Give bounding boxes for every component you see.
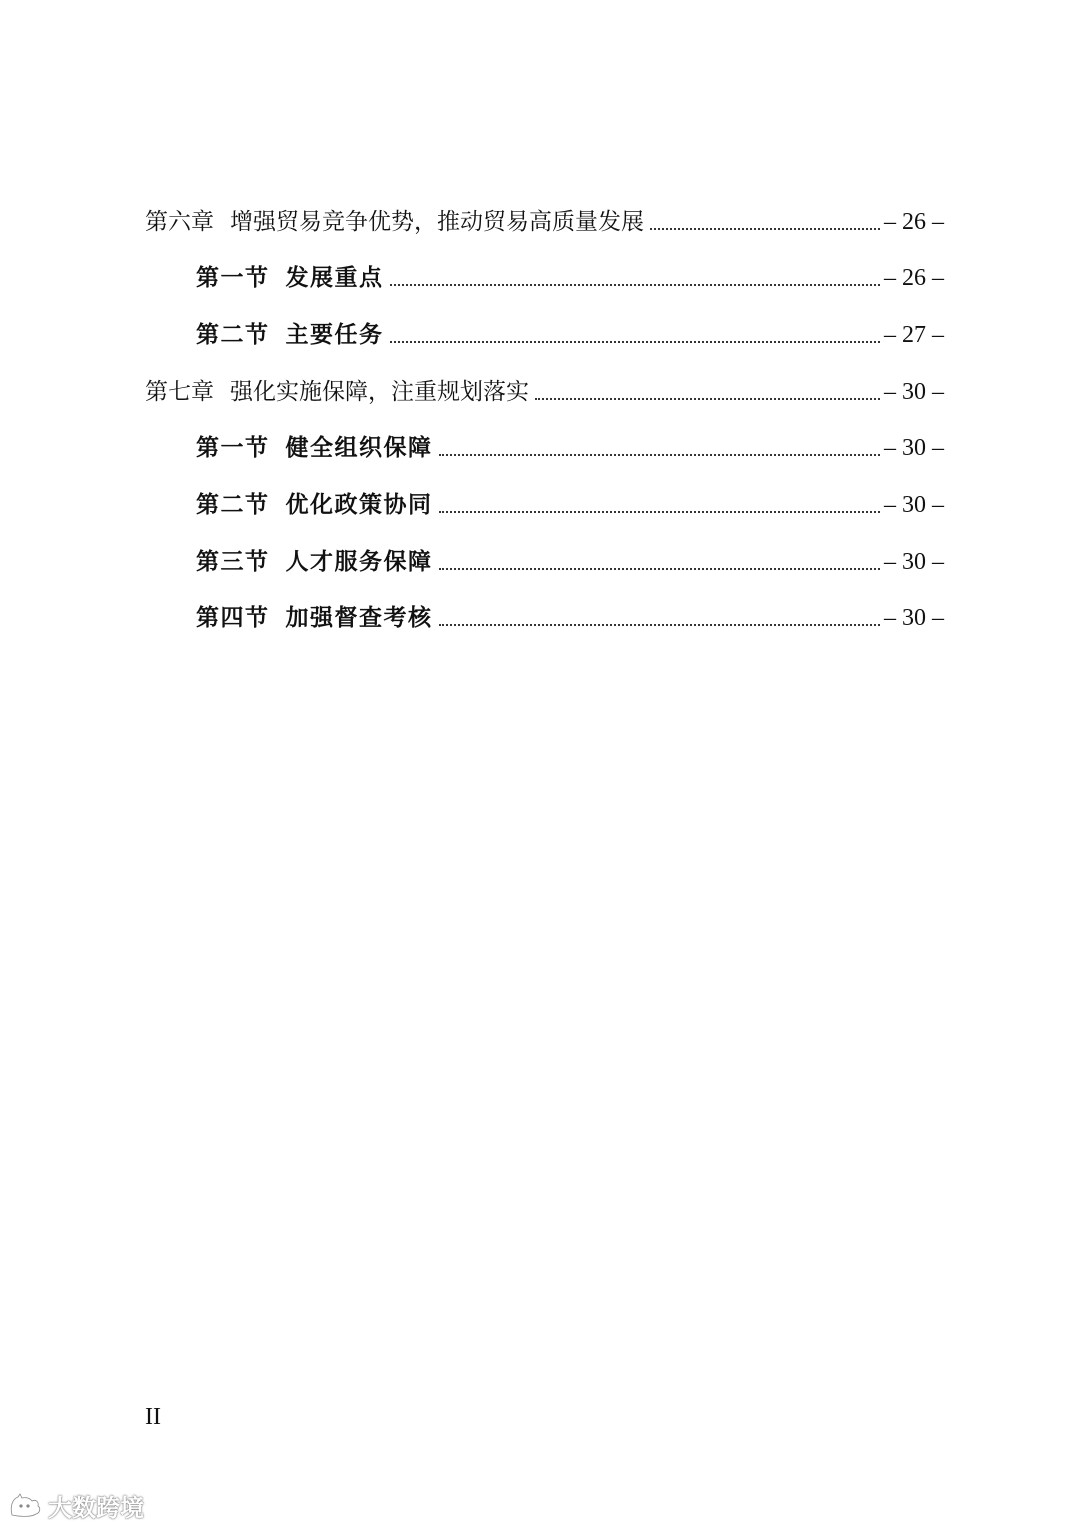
- toc-entry-title: [196, 489, 433, 521]
- toc-entry-title: [196, 432, 433, 464]
- toc-entry-page: – 26 –: [884, 209, 944, 235]
- toc-entry-page: – 30 –: [884, 549, 944, 575]
- toc-entry-page: – 26 –: [884, 265, 944, 291]
- toc-leader-dots: [439, 568, 881, 570]
- cat-logo-icon: [8, 1493, 42, 1519]
- toc-entry-title: [145, 206, 644, 238]
- toc-entry-number: 第四节: [196, 604, 270, 631]
- toc-entry-page: – 27 –: [884, 322, 944, 348]
- toc-entry-number: 第一节: [196, 434, 270, 461]
- page-number: II: [145, 1404, 161, 1430]
- toc-leader-dots: [390, 341, 881, 343]
- toc-entry-text: 优化政策协同: [285, 491, 433, 518]
- toc-entry-title: [196, 319, 384, 351]
- toc-entry-number: 第二节: [196, 491, 270, 518]
- toc-entry[interactable]: [0, 538, 944, 578]
- toc-entry-text: 健全组织保障: [285, 434, 433, 461]
- toc-entry[interactable]: [0, 481, 944, 521]
- toc-entry[interactable]: [0, 594, 944, 634]
- toc-entry-page: – 30 –: [884, 492, 944, 518]
- toc-entry-title: [196, 602, 433, 634]
- toc-entry-number: 第一节: [196, 264, 270, 291]
- toc-entry[interactable]: [0, 198, 944, 238]
- toc-entry-text: 人才服务保障: [285, 548, 433, 575]
- toc-entry-text: 加强督查考核: [285, 604, 433, 631]
- toc-entry[interactable]: [0, 424, 944, 464]
- toc-entry[interactable]: [0, 311, 944, 351]
- toc-entry[interactable]: [0, 254, 944, 294]
- toc-entry-text: 发展重点: [285, 264, 384, 291]
- toc-entry-page: – 30 –: [884, 379, 944, 405]
- toc-leader-dots: [439, 511, 881, 513]
- toc-entry-title: [196, 262, 384, 294]
- toc-entry[interactable]: [0, 368, 944, 408]
- watermark-text: 大数跨境: [48, 1494, 144, 1522]
- toc-entry-text: 增强贸易竞争优势，推动贸易高质量发展: [230, 209, 644, 235]
- toc-entry-number: 第七章: [145, 379, 214, 405]
- toc-leader-dots: [439, 454, 881, 456]
- toc-leader-dots: [650, 228, 880, 230]
- toc-entry-number: 第二节: [196, 321, 270, 348]
- toc-leader-dots: [439, 624, 881, 626]
- toc-entry-page: – 30 –: [884, 435, 944, 461]
- toc-entry-page: – 30 –: [884, 605, 944, 631]
- watermark: [8, 1488, 144, 1523]
- toc-entry-number: 第六章: [145, 209, 214, 235]
- toc-entry-title: [145, 376, 529, 408]
- toc-entry-title: [196, 546, 433, 578]
- table-of-contents: [0, 0, 1080, 700]
- toc-leader-dots: [535, 398, 880, 400]
- toc-entry-number: 第三节: [196, 548, 270, 575]
- toc-leader-dots: [390, 284, 881, 286]
- toc-entry-text: 主要任务: [285, 321, 384, 348]
- toc-entry-text: 强化实施保障，注重规划落实: [230, 379, 529, 405]
